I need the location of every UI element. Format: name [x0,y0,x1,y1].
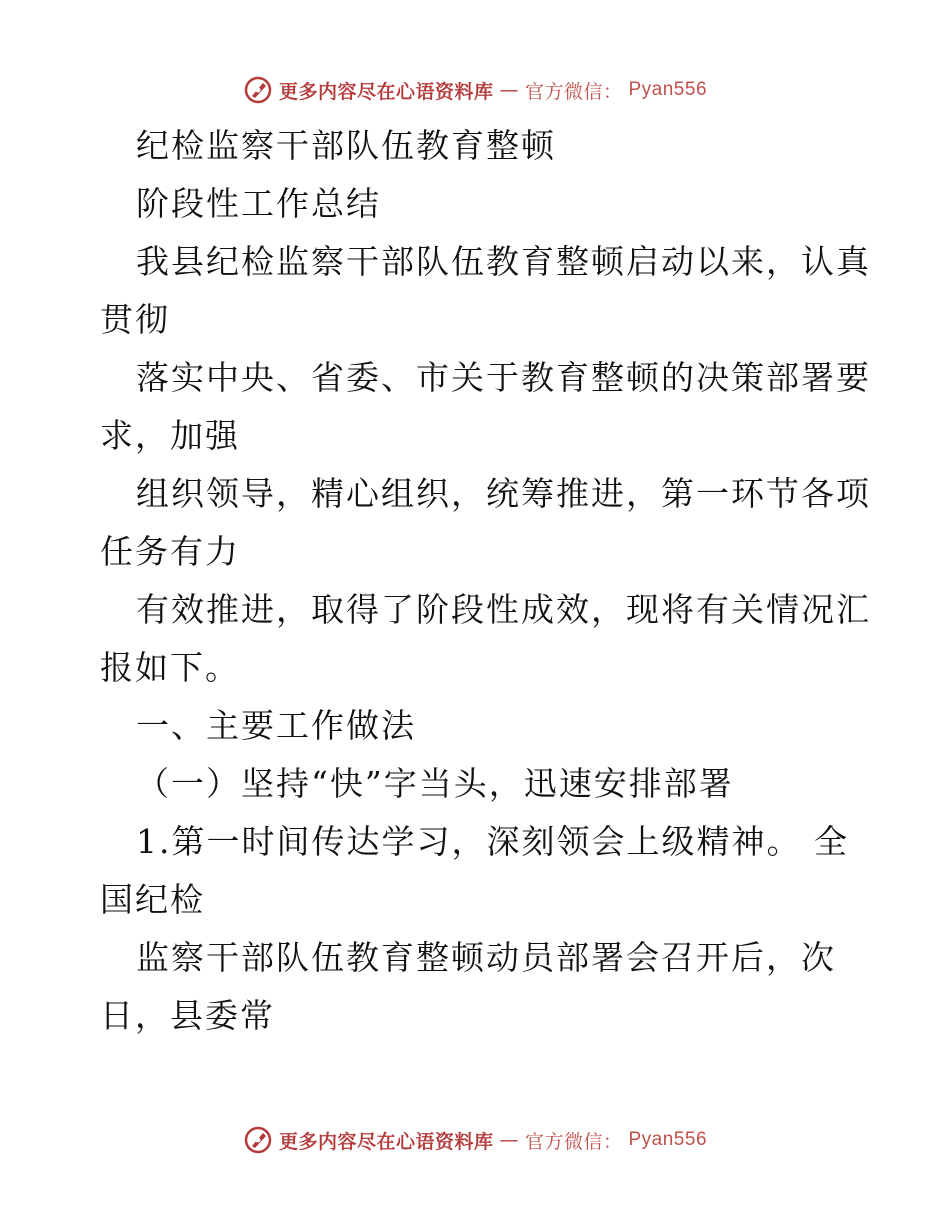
section-heading: 一、主要工作做法 [136,706,416,745]
watermark-sub-text: 官方微信： [524,1130,623,1153]
watermark-banner [243,1125,707,1155]
doc-title-line-2: 阶段性工作总结 [136,184,381,223]
watermark-sub-text: 官方微信： [524,80,623,103]
footer-watermark [0,1120,950,1160]
doc-title-line-1: 纪检监察干部队伍教育整顿 [136,126,556,165]
paragraph-line: 任务有力 [100,532,240,571]
paragraph-line: 国纪检 [100,880,205,919]
paragraph-line: 日，县委常 [100,996,275,1035]
paragraph-line: 监察干部队伍教育整顿动员部署会召开后，次 [136,938,836,977]
pen-logo-icon [243,1125,273,1155]
paragraph-line: 我县纪检监察干部队伍教育整顿启动以来，认真 [136,242,871,281]
pen-logo-icon [243,75,273,105]
watermark-dash: — [499,1129,519,1151]
watermark-dash: — [499,79,519,101]
watermark-main-text: 更多内容尽在心语资料库 [278,1130,494,1153]
watermark-banner [243,75,707,105]
paragraph-line: 组织领导，精心组织，统筹推进，第一环节各项 [136,474,871,513]
watermark-main-text: 更多内容尽在心语资料库 [278,80,494,103]
subsection-heading: （一）坚持“快”字当头，迅速安排部署 [136,764,734,803]
header-watermark [0,70,950,110]
paragraph-line: 报如下。 [100,648,240,687]
paragraph-line: 贯彻 [100,300,170,339]
paragraph-line: 落实中央、省委、市关于教育整顿的决策部署要 [136,358,871,397]
paragraph-line: 有效推进，取得了阶段性成效，现将有关情况汇 [136,590,871,629]
paragraph-line: 求，加强 [100,416,240,455]
watermark-id: Pyan556 [628,1129,708,1150]
watermark-id: Pyan556 [628,79,708,100]
paragraph-line: 1.第一时间传达学习，深刻领会上级精神。 全 [136,822,849,861]
